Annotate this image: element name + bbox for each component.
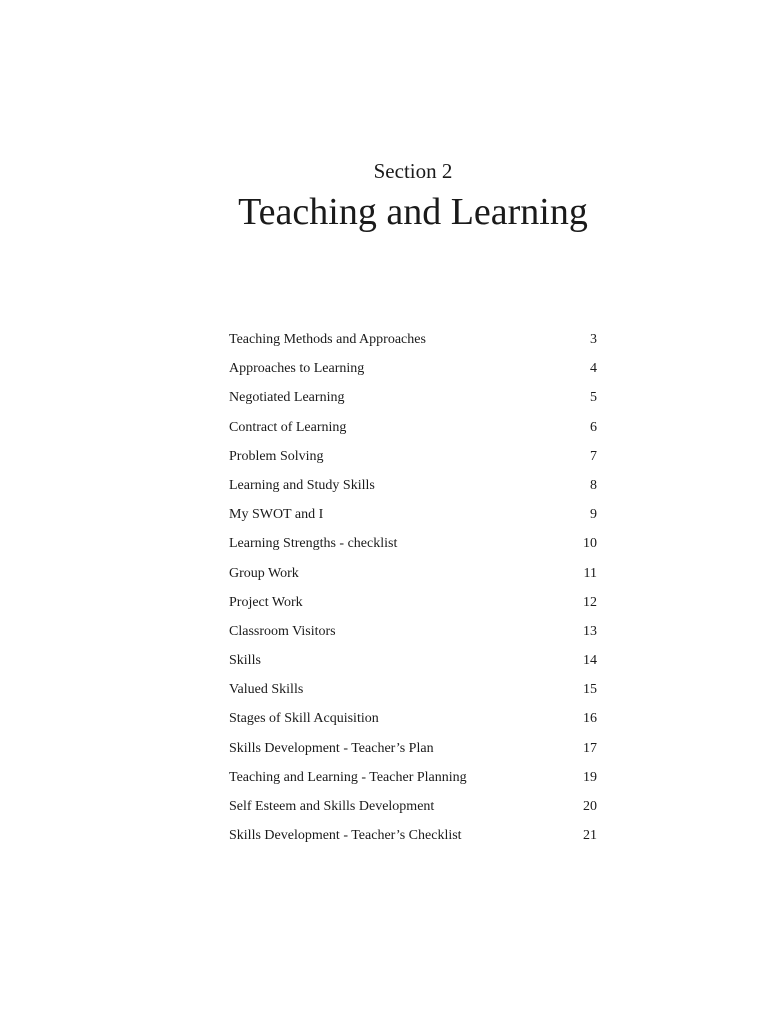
toc-entry-page: 11 <box>583 565 597 581</box>
toc-entry-title: Teaching Methods and Approaches <box>229 332 426 347</box>
toc-entry-page: 13 <box>583 623 597 639</box>
toc-entry-title: Group Work <box>229 565 299 581</box>
toc-entry <box>229 675 597 704</box>
toc-entry <box>229 821 597 850</box>
toc-entry-title: Skills <box>229 653 261 669</box>
page-title: Teaching and Learning <box>238 191 588 233</box>
toc-entry <box>229 588 597 617</box>
toc-entry <box>229 734 597 763</box>
toc-entry <box>229 646 597 675</box>
toc-entry-title: Skills Development - Teacher’s Plan <box>229 740 434 756</box>
toc-entry <box>229 704 597 733</box>
toc-entry-title: Stages of Skill Acquisition <box>229 711 379 727</box>
toc-entry-page: 12 <box>583 594 597 610</box>
toc-entry-page: 20 <box>583 799 597 814</box>
toc-entry <box>229 442 597 471</box>
toc-entry-title: Project Work <box>229 594 303 610</box>
toc-entry <box>229 763 597 792</box>
toc-entry <box>229 529 597 558</box>
toc-entry <box>229 559 597 588</box>
toc-entry-title: Classroom Visitors <box>229 623 336 639</box>
toc-entry-title: Approaches to Learning <box>229 361 365 377</box>
toc-entry-page: 19 <box>583 769 597 785</box>
toc-entry-title: Negotiated Learning <box>229 390 345 406</box>
toc-entry-page: 21 <box>583 828 597 844</box>
toc-entry-page: 3 <box>590 332 597 347</box>
toc-entry-page: 14 <box>583 653 597 669</box>
toc-entry-page: 15 <box>583 682 597 698</box>
toc-entry-title: Learning Strengths - checklist <box>229 536 398 552</box>
table-of-contents <box>229 325 597 850</box>
toc-entry-title: Valued Skills <box>229 682 304 698</box>
toc-entry-page: 5 <box>590 390 597 406</box>
toc-entry-title: Problem Solving <box>229 448 324 464</box>
section-label: Section 2 <box>373 159 453 183</box>
toc-entry <box>229 325 597 354</box>
toc-entry-title: Learning and Study Skills <box>229 477 375 493</box>
toc-entry-page: 4 <box>590 361 597 377</box>
toc-entry <box>229 413 597 442</box>
toc-entry <box>229 471 597 500</box>
toc-entry <box>229 500 597 529</box>
toc-entry-page: 10 <box>583 536 597 552</box>
toc-entry <box>229 617 597 646</box>
toc-entry <box>229 792 597 821</box>
toc-entry-page: 6 <box>590 419 597 435</box>
toc-entry <box>229 383 597 412</box>
toc-entry-page: 9 <box>590 507 597 523</box>
toc-entry-title: Skills Development - Teacher’s Checklist <box>229 828 462 844</box>
toc-entry <box>229 354 597 383</box>
toc-entry-page: 7 <box>590 448 597 464</box>
toc-entry-title: My SWOT and I <box>229 507 324 523</box>
toc-entry-page: 8 <box>590 477 597 493</box>
toc-entry-title: Contract of Learning <box>229 419 347 435</box>
toc-entry-title: Self Esteem and Skills Development <box>229 799 435 814</box>
toc-entry-page: 17 <box>583 740 597 756</box>
toc-entry-title: Teaching and Learning - Teacher Planning <box>229 769 467 785</box>
toc-entry-page: 16 <box>583 711 597 727</box>
